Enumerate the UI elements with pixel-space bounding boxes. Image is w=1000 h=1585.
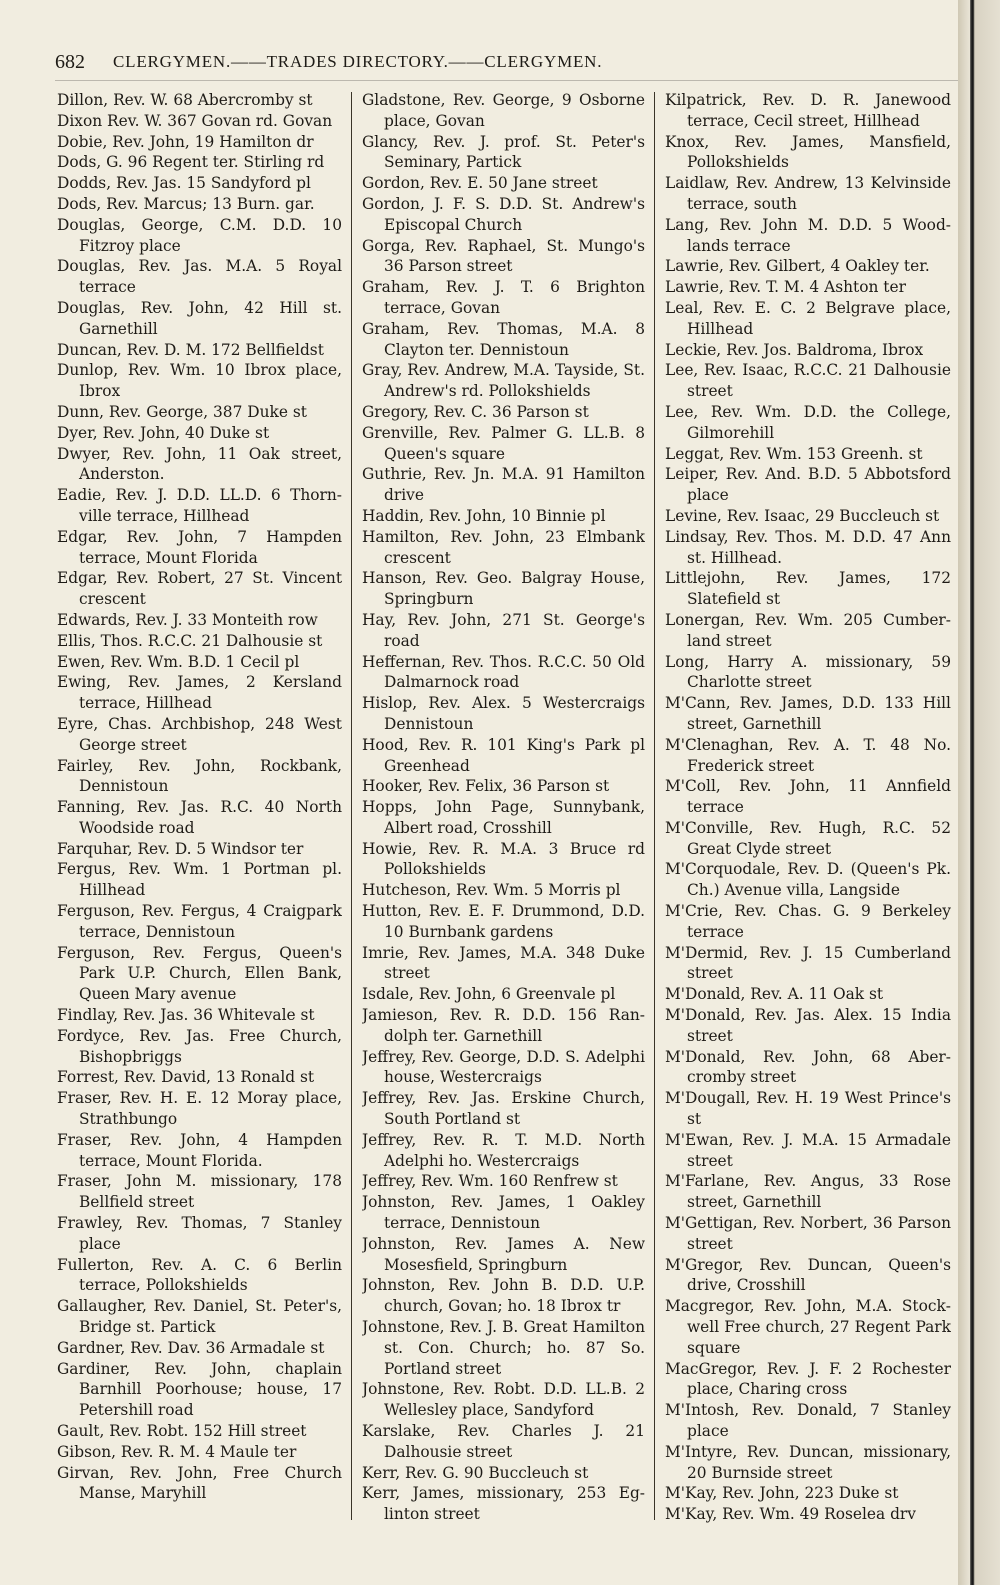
directory-entry: Hislop, Rev. Alex. 5 Westercraigs Dennistoun xyxy=(362,694,645,733)
directory-entry: Gray, Rev. Andrew, M.A. Tayside, St. Andrew's rd. Pollokshields xyxy=(362,361,645,401)
directory-entry: Dwyer, Rev. John, 11 Oak street, Anderston. xyxy=(57,444,342,484)
directory-entry: M'Gettigan, Rev. Norbert, 36 Parson street xyxy=(665,1214,951,1253)
directory-entry: Duncan, Rev. D. M. 172 Bellfieldst xyxy=(57,340,324,359)
directory-entry: Gardiner, Rev. John, chaplain Barnhill Poorhouse; house, 17 Petershill road xyxy=(57,1359,342,1420)
directory-entry: M'Dougall, Rev. H. 19 West Prince's st xyxy=(665,1089,951,1129)
directory-entry: M'Gregor, Rev. Duncan, Queen's drive, Crosshill xyxy=(665,1255,951,1295)
directory-entry: M'Donald, Rev. A. 11 Oak st xyxy=(665,985,884,1004)
column-divider xyxy=(654,92,655,1520)
directory-entry: Douglas, George, C.M. D.D. 10 Fitzroy place xyxy=(57,215,342,255)
directory-entry: Lonergan, Rev. Wm. 205 Cumberland street xyxy=(665,610,951,650)
directory-entry: Ferguson, Rev. Fergus, Queen's Park U.P. Church, Ellen Bank, Queen Mary avenue xyxy=(57,943,342,1004)
directory-entry: Hooker, Rev. Felix, 36 Parson st xyxy=(362,777,610,796)
directory-column-3 xyxy=(665,90,951,1530)
directory-entry: Heffernan, Rev. Thos. R.C.C. 50 Old Dalmarnock road xyxy=(362,652,645,692)
directory-entry: Kerr, Rev. G. 90 Buccleuch st xyxy=(362,1463,589,1482)
directory-entry: Girvan, Rev. John, Free Church Manse, Maryhill xyxy=(57,1463,342,1503)
directory-entry: Leggat, Rev. Wm. 153 Greenh. st xyxy=(665,444,923,463)
directory-entry: Lindsay, Rev. Thos. M. D.D. 47 Ann st. Hillhead. xyxy=(665,527,951,567)
directory-entry: M'Coll, Rev. John, 11 Annfield terrace xyxy=(665,777,951,817)
directory-entry: Hutton, Rev. E. F. Drummond, D.D. 10 Burnbank gardens xyxy=(362,902,645,941)
directory-entry: Dodds, Rev. Jas. 15 Sandyford pl xyxy=(57,174,311,193)
directory-entry: Lang, Rev. John M. D.D. 5 Woodlands terrace xyxy=(665,215,951,255)
directory-entry: Fraser, Rev. John, 4 Hampden terrace, Mount Florida. xyxy=(57,1130,342,1170)
directory-entry: Gardner, Rev. Dav. 36 Armadale st xyxy=(57,1338,325,1357)
directory-entry: Hamilton, Rev. John, 23 Elmbank crescent xyxy=(362,527,645,567)
directory-entry: Johnstone, Rev. J. B. Great Hamilton st. Con. Church; ho. 87 So. Portland street xyxy=(362,1318,645,1378)
directory-entry: Gorga, Rev. Raphael, St. Mungo's 36 Parson street xyxy=(362,236,645,276)
directory-entry: Eyre, Chas. Archbishop, 248 West George street xyxy=(57,714,342,754)
directory-entry: Knox, Rev. James, Mansfield, Pollokshields xyxy=(665,132,951,172)
directory-entry: Findlay, Rev. Jas. 36 Whitevale st xyxy=(57,1006,315,1025)
directory-entry: M'Dermid, Rev. J. 15 Cumberland street xyxy=(665,943,951,983)
directory-entry: Frawley, Rev. Thomas, 7 Stanley place xyxy=(57,1214,342,1253)
directory-entry: Dobie, Rev. John, 19 Hamilton dr xyxy=(57,132,314,151)
directory-entry: Karslake, Rev. Charles J. 21 Dalhousie street xyxy=(362,1422,645,1461)
directory-entry: Dods, G. 96 Regent ter. Stirling rd xyxy=(57,153,325,172)
directory-entry: Laidlaw, Rev. Andrew, 13 Kelvinside terrace, south xyxy=(665,174,951,213)
directory-entry: Fairley, Rev. John, Rockbank, Dennistoun xyxy=(57,756,342,796)
directory-entry: Gault, Rev. Robt. 152 Hill street xyxy=(57,1422,307,1440)
directory-entry: Levine, Rev. Isaac, 29 Buccleuch st xyxy=(665,506,940,525)
directory-entry: Dillon, Rev. W. 68 Abercromby st xyxy=(57,91,313,109)
directory-entry: M'Farlane, Rev. Angus, 33 Rose street, Garnethill xyxy=(665,1172,951,1212)
directory-entry: Fordyce, Rev. Jas. Free Church, Bishopbriggs xyxy=(57,1026,342,1066)
directory-entry: Guthrie, Rev. Jn. M.A. 91 Hamilton drive xyxy=(362,465,645,505)
directory-entry: Johnston, Rev. James A. New Mosesfield, Springburn xyxy=(362,1234,645,1274)
directory-entry: Littlejohn, Rev. James, 172 Slatefield st xyxy=(665,569,951,609)
directory-entry: Jeffrey, Rev. R. T. M.D. North Adelphi ho. Westercraigs xyxy=(362,1130,645,1170)
directory-entry: M'Donald, Rev. Jas. Alex. 15 India street xyxy=(665,1006,951,1045)
directory-entry: Fanning, Rev. Jas. R.C. 40 North Woodside road xyxy=(57,798,342,837)
directory-entry: MacGregor, Rev. J. F. 2 Rochester place, Charing cross xyxy=(665,1359,951,1399)
directory-entry: Lee, Rev. Wm. D.D. the College, Gilmorehill xyxy=(665,402,951,442)
page-number: 682 xyxy=(55,50,85,73)
directory-entry: Howie, Rev. R. M.A. 3 Bruce rd Pollokshields xyxy=(362,839,645,879)
directory-entry: M'Corquodale, Rev. D. (Queen's Pk. Ch.) Avenue villa, Langside xyxy=(665,860,951,900)
directory-entry: M'Cann, Rev. James, D.D. 133 Hill street, Garnethill xyxy=(665,694,951,733)
directory-entry: Ewing, Rev. James, 2 Kersland terrace, Hillhead xyxy=(57,673,342,713)
directory-entry: Dods, Rev. Marcus; 13 Burn. gar. xyxy=(57,194,315,213)
directory-entry: Jeffrey, Rev. George, D.D. S. Adelphi house, Westercraigs xyxy=(362,1047,645,1087)
directory-entry: Fraser, Rev. H. E. 12 Moray place, Strathbungo xyxy=(57,1089,342,1129)
directory-entry: Kerr, James, missionary, 253 Eglinton street xyxy=(362,1484,645,1524)
directory-entry: M'Conville, Rev. Hugh, R.C. 52 Great Clyde street xyxy=(665,818,951,858)
book-binding-edge xyxy=(958,0,1000,1585)
directory-entry: Isdale, Rev. John, 6 Greenvale pl xyxy=(362,985,616,1004)
directory-entry: Hay, Rev. John, 271 St. George's road xyxy=(362,610,645,650)
directory-entry: Douglas, Rev. Jas. M.A. 5 Royal terrace xyxy=(57,257,342,297)
directory-entry: Hopps, John Page, Sunnybank, Albert road, Crosshill xyxy=(362,798,645,837)
directory-entry: Glancy, Rev. J. prof. St. Peter's Seminary, Partick xyxy=(362,132,645,172)
directory-entry: Gallaugher, Rev. Daniel, St. Peter's, Bridge st. Partick xyxy=(57,1297,342,1337)
directory-entry: M'Kay, Rev. Wm. 49 Roselea drv xyxy=(665,1505,916,1524)
directory-entry: Ferguson, Rev. Fergus, 4 Craigpark terrace, Dennistoun xyxy=(57,902,342,941)
directory-entry: Ellis, Thos. R.C.C. 21 Dalhousie st xyxy=(57,631,323,650)
directory-entry: Leiper, Rev. And. B.D. 5 Abbotsford place xyxy=(665,465,951,505)
directory-entry: Johnstone, Rev. Robt. D.D. LL.B. 2 Wellesley place, Sandyford xyxy=(362,1380,645,1420)
page-header xyxy=(55,47,785,77)
directory-column-2 xyxy=(362,90,645,1530)
directory-entry: Haddin, Rev. John, 10 Binnie pl xyxy=(362,506,606,525)
directory-entry: Dyer, Rev. John, 40 Duke st xyxy=(57,423,270,442)
directory-entry: Farquhar, Rev. D. 5 Windsor ter xyxy=(57,839,304,858)
directory-entry: Dunlop, Rev. Wm. 10 Ibrox place, Ibrox xyxy=(57,361,342,401)
directory-column-1 xyxy=(57,90,342,1530)
directory-entry: Edgar, Rev. John, 7 Hampden terrace, Mount Florida xyxy=(57,527,342,567)
directory-entry: Gibson, Rev. R. M. 4 Maule ter xyxy=(57,1442,297,1461)
directory-entry: Kilpatrick, Rev. D. R. Janewood terrace, Cecil street, Hillhead xyxy=(665,91,951,130)
directory-entry: Macgregor, Rev. John, M.A. Stockwell Free church, 27 Regent Park square xyxy=(665,1297,951,1357)
column-divider xyxy=(351,92,352,1520)
directory-entry: Fergus, Rev. Wm. 1 Portman pl. Hillhead xyxy=(57,860,342,900)
directory-entry: Forrest, Rev. David, 13 Ronald st xyxy=(57,1068,315,1087)
directory-entry: Johnston, Rev. John B. D.D. U.P. church, Govan; ho. 18 Ibrox tr xyxy=(362,1276,645,1316)
directory-entry: Fraser, John M. missionary, 178 Bellfield street xyxy=(57,1172,342,1212)
directory-entry: Jeffrey, Rev. Wm. 160 Renfrew st xyxy=(362,1172,618,1191)
directory-entry: Jamieson, Rev. R. D.D. 156 Randolph ter. Garnethill xyxy=(362,1006,645,1045)
directory-entry: Gordon, Rev. E. 50 Jane street xyxy=(362,174,598,193)
directory-entry: Lawrie, Rev. T. M. 4 Ashton ter xyxy=(665,278,906,297)
directory-entry: Hood, Rev. R. 101 King's Park pl Greenhead xyxy=(362,735,645,775)
directory-entry: Grenville, Rev. Palmer G. LL.B. 8 Queen's square xyxy=(362,423,645,463)
directory-entry: Edwards, Rev. J. 33 Monteith row xyxy=(57,610,318,629)
directory-entry: Lee, Rev. Isaac, R.C.C. 21 Dalhousie street xyxy=(665,361,951,401)
directory-entry: Dixon Rev. W. 367 Govan rd. Govan xyxy=(57,111,333,130)
directory-entry: M'Intyre, Rev. Duncan, missionary, 20 Burnside street xyxy=(665,1442,951,1482)
header-rule xyxy=(55,80,960,81)
directory-entry: Johnston, Rev. James, 1 Oakley terrace, Dennistoun xyxy=(362,1193,645,1233)
directory-entry: Hanson, Rev. Geo. Balgray House, Springburn xyxy=(362,569,645,609)
directory-entry: Douglas, Rev. John, 42 Hill st. Garnethill xyxy=(57,298,342,338)
directory-entry: Lawrie, Rev. Gilbert, 4 Oakley ter. xyxy=(665,257,930,276)
directory-entry: Gladstone, Rev. George, 9 Osborne place, Govan xyxy=(362,91,645,130)
directory-entry: M'Ewan, Rev. J. M.A. 15 Armadale street xyxy=(665,1130,951,1170)
directory-entry: M'Clenaghan, Rev. A. T. 48 No. Frederick street xyxy=(665,735,951,775)
directory-entry: Hutcheson, Rev. Wm. 5 Morris pl xyxy=(362,881,621,900)
directory-entry: Leal, Rev. E. C. 2 Belgrave place, Hillhead xyxy=(665,298,951,338)
directory-entry: Leckie, Rev. Jos. Baldroma, Ibrox xyxy=(665,340,924,359)
directory-entry: Graham, Rev. J. T. 6 Brighton terrace, Govan xyxy=(362,278,645,317)
directory-entry: M'Intosh, Rev. Donald, 7 Stanley place xyxy=(665,1401,951,1440)
directory-entry: Gregory, Rev. C. 36 Parson st xyxy=(362,402,589,421)
directory-entry: Jeffrey, Rev. Jas. Erskine Church, South Portland st xyxy=(362,1089,645,1129)
directory-entry: Imrie, Rev. James, M.A. 348 Duke street xyxy=(362,943,645,983)
directory-entry: Edgar, Rev. Robert, 27 St. Vincent crescent xyxy=(57,569,342,609)
directory-entry: Dunn, Rev. George, 387 Duke st xyxy=(57,402,307,421)
directory-entry: M'Donald, Rev. John, 68 Abercromby street xyxy=(665,1047,951,1087)
running-head: CLERGYMEN.——TRADES DIRECTORY.——CLERGYMEN. xyxy=(113,52,603,71)
directory-entry: Fullerton, Rev. A. C. 6 Berlin terrace, Pollokshields xyxy=(57,1255,342,1295)
directory-entry: Long, Harry A. missionary, 59 Charlotte street xyxy=(665,652,951,692)
directory-entry: Ewen, Rev. Wm. B.D. 1 Cecil pl xyxy=(57,652,300,671)
directory-entry: M'Kay, Rev. John, 223 Duke st xyxy=(665,1484,899,1503)
directory-entry: Eadie, Rev. J. D.D. LL.D. 6 Thornville terrace, Hillhead xyxy=(57,486,342,525)
directory-entry: Gordon, J. F. S. D.D. St. Andrew's Episcopal Church xyxy=(362,194,645,234)
directory-entry: M'Crie, Rev. Chas. G. 9 Berkeley terrace xyxy=(665,902,951,941)
directory-entry: Graham, Rev. Thomas, M.A. 8 Clayton ter. Dennistoun xyxy=(362,319,645,359)
